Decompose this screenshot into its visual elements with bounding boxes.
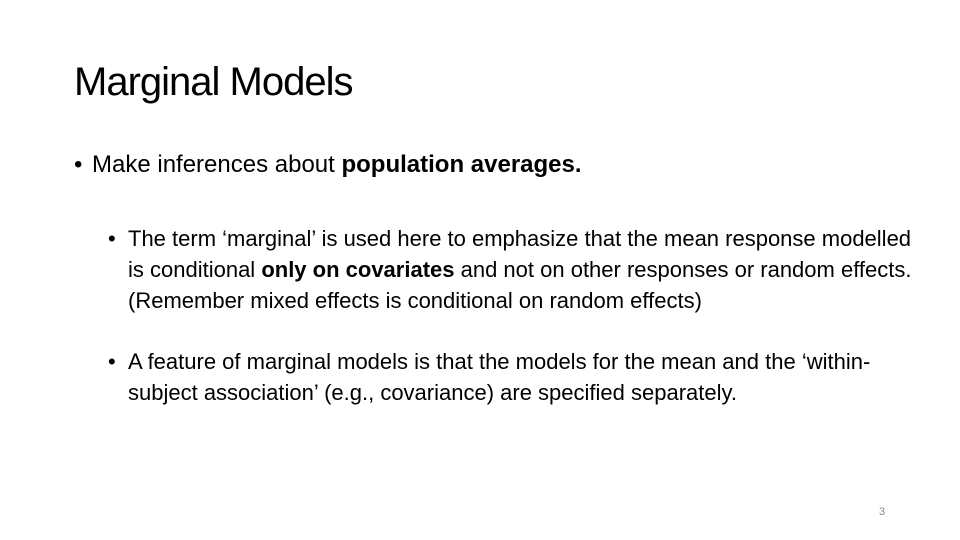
slide-title: Marginal Models xyxy=(74,60,353,104)
sub-bullet-marginal-term xyxy=(108,223,918,316)
page-number: 3 xyxy=(878,506,886,518)
bullet-bold-text: population averages. xyxy=(341,151,582,178)
sub-bullet-text-before: The term ‘marginal’ is used here to emphasize that the mean response modelled is conditional xyxy=(128,226,912,282)
sub-bullet-feature xyxy=(108,346,918,408)
sub-bullet-bold-text: only on covariates xyxy=(261,257,455,282)
sub-bullet-text-after: and not on other responses or random effects. (Remember mixed effects is conditional on random effects) xyxy=(128,257,912,313)
bullet-icon: • xyxy=(74,151,83,178)
bullet-icon: • xyxy=(108,349,116,374)
sub-bullet-text: A feature of marginal models is that the models for the mean and the ‘within-subject association’ (e.g., covariance) are specified separately. xyxy=(128,349,871,405)
bullet-text: Make inferences about xyxy=(92,151,342,178)
bullet-population-averages xyxy=(74,148,912,182)
bullet-icon: • xyxy=(108,226,116,251)
